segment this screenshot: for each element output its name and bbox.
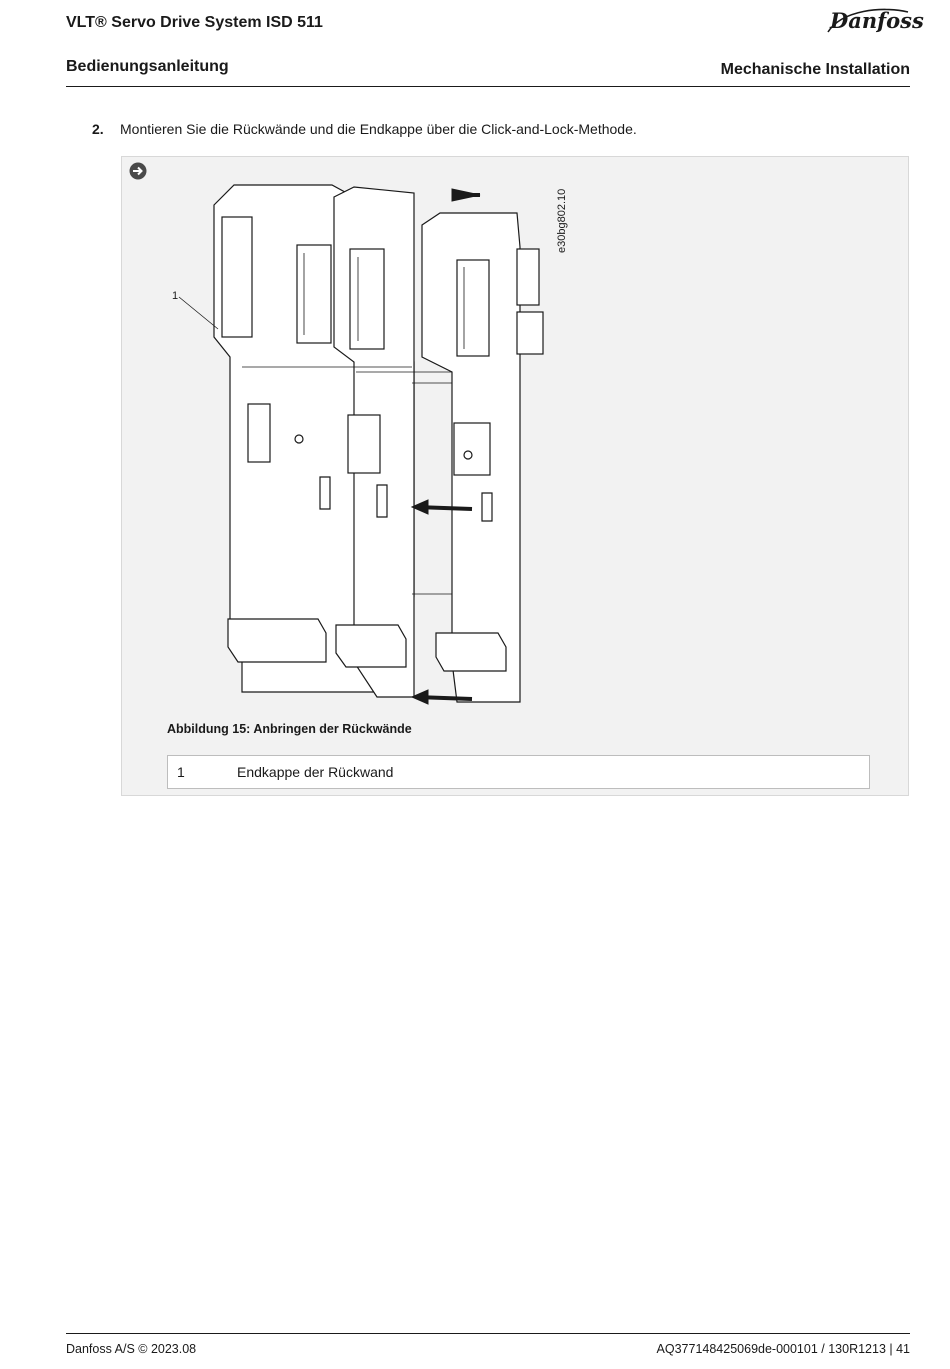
footer-copyright: Danfoss A/S © 2023.08 (66, 1342, 197, 1356)
danfoss-logo (822, 2, 924, 38)
section-title: Mechanische Installation (720, 61, 910, 78)
backplate-drawing (122, 157, 908, 717)
step-text: Montieren Sie die Rückwände und die Endkappe über die Click-and-Lock-Methode. (120, 121, 637, 137)
figure-code: e30bg802.10 (556, 188, 568, 253)
header-divider (66, 86, 910, 87)
figure-caption: Abbildung 15: Anbringen der Rückwände (167, 722, 412, 736)
legend-item-number: 1 (177, 764, 185, 780)
step-item (92, 121, 637, 137)
callout-number: 1 (172, 290, 179, 302)
footer-doc-ref: AQ377148425069de-000101 / 130R1213 | 41 (656, 1342, 910, 1356)
svg-text:Danfoss: Danfoss (830, 8, 924, 33)
document-title: VLT® Servo Drive System ISD 511 (66, 14, 323, 31)
step-number: 2. (92, 121, 104, 137)
legend-table (167, 755, 870, 789)
document-subtitle: Bedienungsanleitung (66, 58, 229, 75)
figure-box (121, 156, 909, 796)
footer-divider (66, 1333, 910, 1334)
legend-item-text: Endkappe der Rückwand (237, 764, 394, 780)
